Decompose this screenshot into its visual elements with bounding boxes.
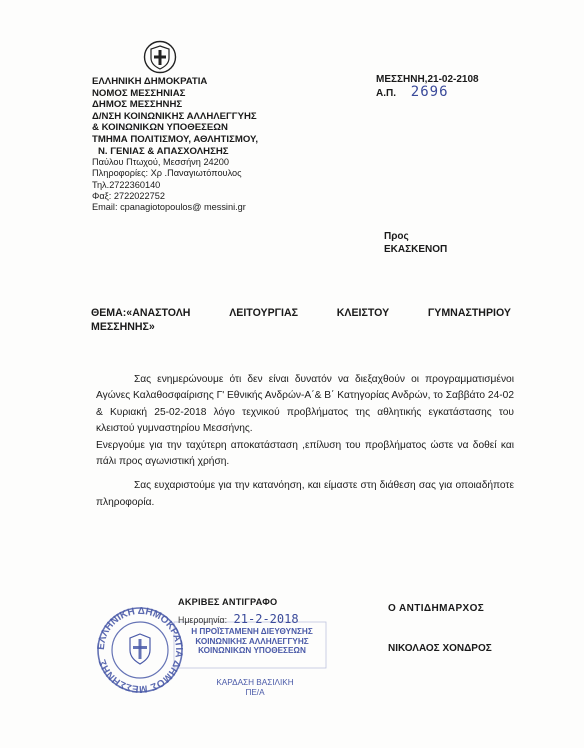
recipient-block xyxy=(384,231,447,256)
fax-line: Φαξ: 2722022752 xyxy=(92,190,165,201)
header-line: ΕΛΛΗΝΙΚΗ ΔΗΜΟΚΡΑΤΙΑ xyxy=(92,76,208,87)
signer-title: Ο ΑΝΤΙΔΗΜΑΡΧΟΣ xyxy=(388,603,485,614)
subject-block xyxy=(91,306,511,334)
subject-word: ΛΕΙΤΟΥΡΓΙΑΣ xyxy=(229,307,298,319)
email-line: Email: cpanagiotopoulos@ messini.gr xyxy=(92,201,246,212)
header-line: ΝΟΜΟΣ ΜΕΣΣΗΝΙΑΣ xyxy=(92,87,186,99)
office-stamp-line: Η ΠΡΟΪΣΤΑΜΕΝΗ ΔΙΕΥΘΥΝΣΗΣ xyxy=(191,627,313,636)
subject-word: ΓΥΜΝΑΣΤΗΡΙΟΥ xyxy=(427,307,511,319)
body-paragraph-2: Ενεργούμε για την ταχύτερη αποκατάσταση ,επίλυση του προβλήματος ώστε να δοθεί και πάλι προς αγωνιστική χρήση. xyxy=(96,439,514,468)
certified-date-row xyxy=(178,612,299,626)
official-stamp xyxy=(200,678,310,698)
phone-line: Τηλ.2722360140 xyxy=(92,179,161,190)
protocol-number: 2696 xyxy=(410,84,449,100)
subject-word: ΚΛΕΙΣΤΟΥ xyxy=(336,307,390,319)
place-date: ΜΕΣΣΗΝΗ,21-02-2108 xyxy=(376,74,479,85)
official-sub: ΠΕ/Α xyxy=(245,688,265,697)
recipient-label: Προς xyxy=(384,231,409,242)
seal-text: ΕΛΛΗΝΙΚΗ ΔΗΜΟΚΡΑΤΙΑ ΔΗΜΟΣ ΜΕΣΣΗΝΗΣ xyxy=(96,605,185,695)
subject-line-1 xyxy=(91,306,511,320)
subject-line-2: ΜΕΣΣΗΝΗΣ» xyxy=(91,321,155,333)
date-protocol-block xyxy=(376,73,576,100)
recipient-name: ΕΚΑΣΚΕΝΟΠ xyxy=(384,243,448,255)
address-line: Παύλου Πτωχού, Μεσσήνη 24200 xyxy=(92,157,229,168)
certified-date-label: Ημερομηνία: xyxy=(178,615,228,625)
letter-body xyxy=(96,372,514,511)
office-stamp-line: ΚΟΙΝΩΝΙΚΩΝ ΥΠΟΘΕΣΕΩΝ xyxy=(198,646,306,656)
certified-date-value: 21-2-2018 xyxy=(233,612,299,626)
body-paragraph-3: Σας ευχαριστούμε για την κατανόηση, και είμαστε στη διάθεση σας για οποιαδήποτε πληροφορία. xyxy=(96,480,514,508)
greek-coat-of-arms-icon xyxy=(143,40,177,74)
body-paragraph-1: Σας ενημερώνουμε ότι δεν είναι δυνατόν να διεξαχθούν οι προγραμματισμένοι Αγώνες Καλαθοσφαίρισης Γ' Εθνικής Ανδρών-Α΄& Β΄ Κατηγορίας Ανδρών, το Σαββάτο 24-02 & Κυριακή 25-02-2018 λόγο τεχνικού προβλήματος της αθλητικής εγκατάστασης του κλειστού γυμναστηρίου Μεσσήνης. xyxy=(96,374,514,435)
official-name: ΚΑΡΔΑΣΗ ΒΑΣΙΛΙΚΗ xyxy=(216,678,294,687)
header-line: Δ/ΝΣΗ ΚΟΙΝΩΝΙΚΗΣ ΑΛΛΗΛΕΓΓΥΗΣ xyxy=(92,110,257,122)
header-line: ΔΗΜΟΣ ΜΕΣΣΗΝΗΣ xyxy=(92,99,183,111)
certified-copy-label: ΑΚΡΙΒΕΣ ΑΝΤΙΓΡΑΦΟ xyxy=(178,597,278,607)
header-line: Ν. ΓΕΝΙΑΣ & ΑΠΑΣΧΟΛΗΣΗΣ xyxy=(98,145,229,157)
office-stamp xyxy=(172,627,332,656)
office-stamp-line: ΚΟΙΝΩΝΙΚΗΣ ΑΛΛΗΛΕΓΓΥΗΣ xyxy=(195,636,309,646)
protocol-label: Α.Π. xyxy=(376,88,396,99)
header-line: & ΚΟΙΝΩΝΙΚΩΝ ΥΠΟΘΕΣΕΩΝ xyxy=(92,122,228,134)
header-line: ΤΜΗΜΑ ΠΟΛΙΤΙΣΜΟΥ, ΑΘΛΗΤΙΣΜΟΥ, xyxy=(92,133,259,145)
protocol-row xyxy=(376,86,576,100)
info-line: Πληροφορίες: Χρ .Παναγιωτόπουλος xyxy=(92,168,242,179)
sender-header xyxy=(92,76,362,213)
signer-name: ΝΙΚΟΛΑΟΣ ΧΟΝΔΡΟΣ xyxy=(388,643,492,654)
subject-word: ΘΕΜΑ:«ΑΝΑΣΤΟΛΗ xyxy=(91,307,191,319)
